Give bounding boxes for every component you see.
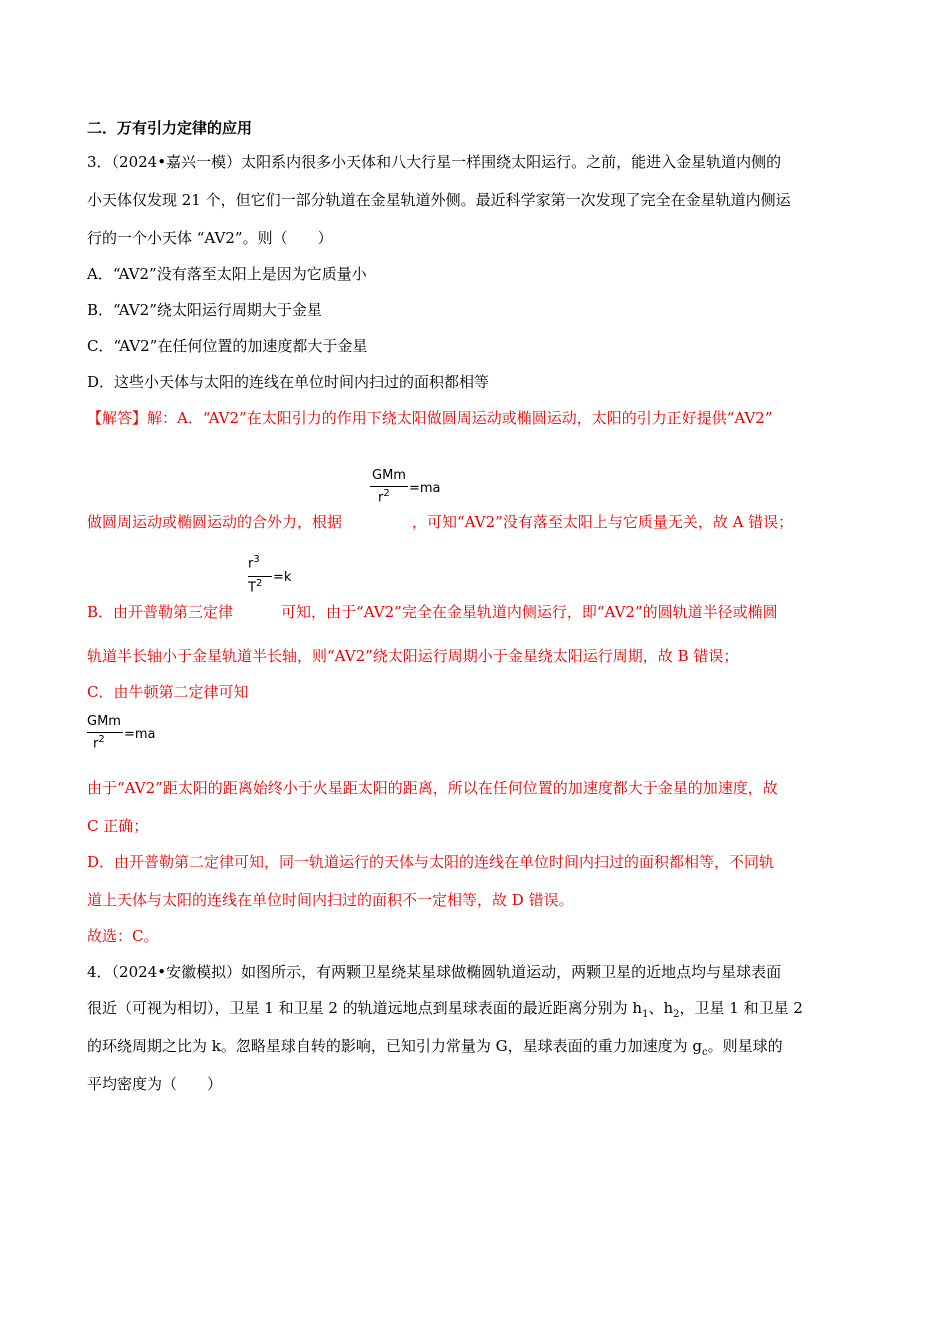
q4-line-1: 4．（2024•安徽模拟）如图所示，有两颗卫星绕某星球做椭圆轨道运动，两颗卫星的近地点均与星球表面: [87, 963, 782, 981]
answer-a-text: 解：A．“AV2”在太阳引力的作用下绕太阳做圆周运动或椭圆运动，太阳的引力正好提供“AV2”: [147, 409, 773, 427]
answer-a-line2-pre: 做圆周运动或椭圆运动的合外力，根据: [87, 513, 343, 531]
answer-d-line-2: 道上天体与太阳的连线在单位时间内扫过的面积不一定相等，故 D 错误。: [87, 891, 574, 909]
formula-kepler: [246, 552, 306, 606]
q3-option-b: B．“AV2”绕太阳运行周期大于金星: [87, 301, 322, 319]
q4-line-3: 的环绕周期之比为 k。忽略星球自转的影响，已知引力常量为 G，星球表面的重力加速度为 $g_c$。则星球的: [87, 1037, 783, 1058]
answer-d-line-1: D．由开普勒第二定律可知，同一轨道运行的天体与太阳的连线在单位时间内扫过的面积都相等，不同轨: [87, 853, 775, 871]
formula-denominator: $T^2$: [248, 578, 263, 596]
formula-rhs: =ma: [124, 727, 156, 742]
answer-b-line-1: [87, 602, 867, 622]
answer-c-line-2: 由于“AV2”距太阳的距离始终小于火星距太阳的距离，所以在任何位置的加速度都大于金星的加速度，故: [87, 779, 778, 797]
formula-rhs: =ma: [409, 481, 441, 496]
fraction-bar: [370, 486, 408, 487]
formula-gravity-2: [87, 714, 167, 760]
formula-gravity-1: [368, 468, 448, 514]
section-title: 二．万有引力定律的应用: [87, 119, 253, 137]
q3-line-1: 3．（2024•嘉兴一模）太阳系内很多小天体和八大行星一样围绕太阳运行。之前，能进入金星轨道内侧的: [87, 153, 782, 171]
fraction-bar: [248, 576, 272, 577]
answer-b-line1-pre: B．由开普勒第三定律: [87, 603, 234, 621]
answer-final: 故选：C。: [87, 927, 159, 945]
q4-line-4: 平均密度为（ ）: [87, 1075, 223, 1093]
q3-option-a: A．“AV2”没有落至太阳上是因为它质量小: [87, 265, 367, 283]
answer-a-line-1: [87, 408, 867, 428]
q3-line-3: 行的一个小天体 “AV2”。则（ ）: [87, 229, 333, 247]
answer-b-line-2: 轨道半长轴小于金星轨道半长轴，则“AV2”绕太阳运行周期小于金星绕太阳运行周期，故 B 错误；: [87, 647, 739, 665]
formula-denominator: $r^2$: [378, 488, 390, 506]
q3-option-d: D．这些小天体与太阳的连线在单位时间内扫过的面积都相等: [87, 373, 490, 391]
answer-c-line-1: C．由牛顿第二定律可知: [87, 683, 249, 701]
q3-option-c: C．“AV2”在任何位置的加速度都大于金星: [87, 337, 368, 355]
formula-denominator: $r^2$: [93, 734, 105, 752]
answer-b-line1-post: 可知，由于“AV2”完全在金星轨道内侧运行，即“AV2”的圆轨道半径或椭圆: [281, 603, 778, 621]
answer-a-line2-post: ，可知“AV2”没有落至太阳上与它质量无关，故 A 错误；: [412, 513, 794, 531]
fraction-bar: [87, 732, 123, 733]
q4-line-2: 很近（可视为相切），卫星 1 和卫星 2 的轨道远地点到星球表面的最近距离分别为 $h_1$、$h_2$，卫星 1 和卫星 2: [87, 999, 803, 1020]
formula-numerator: $r^3$: [248, 554, 260, 572]
answer-c-line-3: C 正确；: [87, 817, 149, 835]
answer-tag: 【解答】: [87, 409, 148, 427]
q3-line-2: 小天体仅发现 21 个，但它们一部分轨道在金星轨道外侧。最近科学家第一次发现了完全在金星轨道内侧运: [87, 191, 791, 209]
formula-rhs: =k: [273, 570, 292, 585]
formula-numerator: GMm: [372, 468, 406, 483]
formula-numerator: GMm: [87, 714, 121, 729]
answer-a-line-2: [87, 512, 867, 532]
